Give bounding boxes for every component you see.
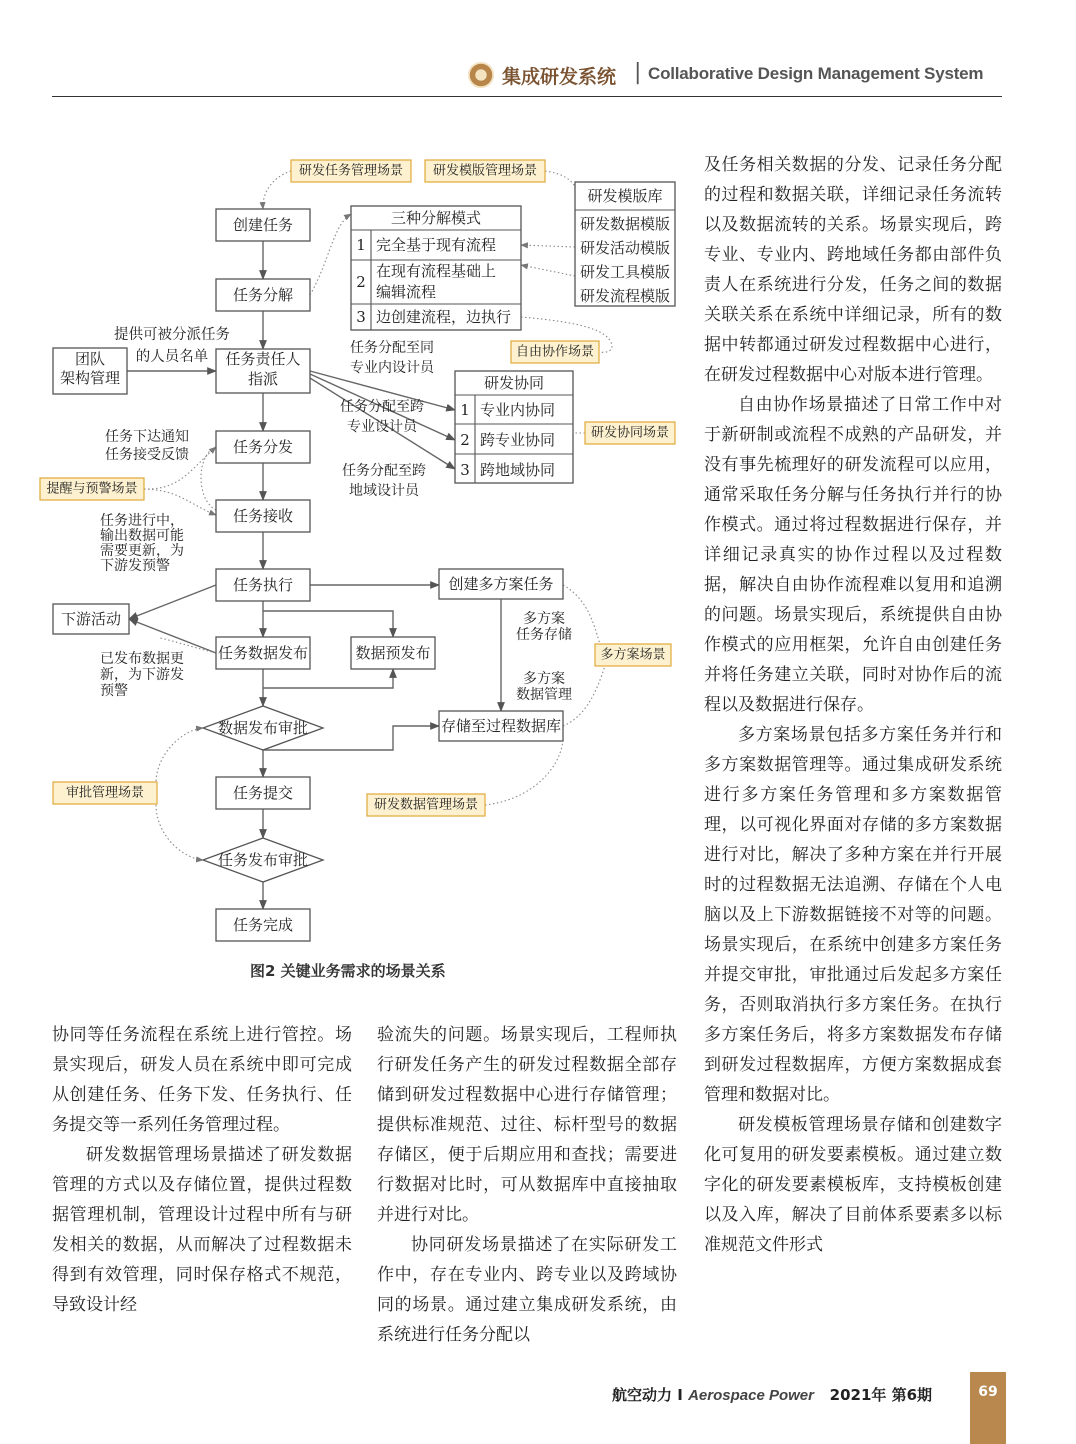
template-library-title: 研发模版库 [587,187,663,205]
journal-name-cn: 航空动力 [612,1386,673,1404]
decompose-row-3-text: 边创建流程，边执行 [376,308,512,326]
scene-alert-warning-label: 提醒与预警场景 [46,481,138,497]
note-running: 任务进行中，输出数据可能需要更新，为下游发预警 [100,513,184,574]
decompose-row-3-num: 3 [356,308,366,326]
flow-data-approval-label: 数据发布审批 [217,719,309,737]
note-notify: 任务下达通知任务接受反馈 [105,429,189,463]
flow-create-task-label: 创建任务 [232,216,294,234]
journal-issue: 2021年 第6期 [829,1386,933,1404]
decompose-row-1-text: 完全基于现有流程 [376,236,497,254]
figure-caption: 图2 关键业务需求的场景关系 [250,962,446,980]
col2-paragraph-2: 协同研发场景描述了在实际研发工作中，存在专业内、跨专业以及跨域协同的场景。通过建立集成研发系统，由系统进行任务分配以 [377,1235,677,1345]
dot-data-mgmt-to-store [485,740,563,805]
arrow-exec-to-downstream [129,585,216,619]
note-assign-cross: 任务分配至跨专业设计员 [340,399,424,435]
col1-paragraph-2: 研发数据管理场景描述了研发数据管理的方式以及存储位置，提供过程数据管理机制，管理设计过程中所有与研发相关的数据，从而解决了过程数据未得到有效管理，同时保存格式不规范，导致设计经 [52,1145,352,1315]
flow-execute-task-label: 任务执行 [232,576,294,594]
footer-journal [612,1384,932,1405]
col3-paragraph-1: 及任务相关数据的分发、记录任务分配的过程和数据关联，详细记录任务流转以及数据流转的关系。场景实现后，跨专业、专业内、跨地域任务都由部件负责人在系统进行分发，任务之间的数据关联关系在系统中详细记录，所有的数据中转都通过研发过程数据中心进行，在研发过程数据中心对版本进行管理。 [704,155,1002,385]
decompose-row-2-num: 2 [356,273,366,291]
col2-paragraph-1: 验流失的问题。场景实现后，工程师执行研发任务产生的研发过程数据全部存储到研发过程数据中心进行存储管理；提供标准规范、过往、标杆型号的数据存储区，便于后期应用和查找；需要进行数据对比时，可从数据库中直接抽取并进行对比。 [377,1025,677,1225]
text-column-1 [52,1020,352,1320]
flow-submit-task-label: 任务提交 [232,784,294,802]
dot-distribute-receive [201,447,216,510]
header-separator: | [634,60,642,85]
scene-template-management-label: 研发模版管理场景 [432,163,538,179]
flow-decompose-task-label: 任务分解 [232,286,294,304]
dot-task-mgmt-to-create [263,171,291,209]
box-team-structure-label: 团队架构管理 [59,350,121,387]
dot-alert-to-receive [144,489,216,515]
scene-task-management-label: 研发任务管理场景 [298,163,404,179]
arrow-exec-to-prerelease [263,611,393,637]
flow-receive-task-label: 任务接收 [232,507,294,525]
flow-publish-data-label: 任务数据发布 [217,644,309,662]
col1-paragraph-1: 协同等任务流程在系统上进行管控。场景实现后，研发人员在系统中即可完成从创建任务、任务下发、任务执行、任务提交等一系列任务管理过程。 [52,1025,352,1135]
note-assign-region: 任务分配至跨地域设计员 [342,463,426,499]
header-title-cn: 集成研发系统 [502,66,617,88]
collab-row-3-num: 3 [460,461,470,479]
template-item-1: 研发数据模版 [579,215,671,233]
collab-row-1-text: 专业内协同 [480,401,556,419]
dot-approval-to-task [156,793,203,860]
text-column-2 [377,1020,677,1350]
template-item-2: 研发活动模版 [579,239,671,257]
flow-task-approval-label: 任务发布审批 [217,851,309,869]
scene-free-collaboration-label: 自由协作场景 [515,344,595,360]
note-assignable: 提供可被分派任务 [114,327,230,343]
box-downstream-label: 下游活动 [60,610,122,628]
collab-title: 研发协同 [483,374,545,392]
dot-template-to-lib [545,171,575,186]
page-number: 69 [970,1372,1006,1444]
note-multi-store: 多方案任务存储 [516,611,572,643]
template-item-4: 研发流程模版 [579,287,671,305]
scene-multi-plan-label: 多方案场景 [600,647,666,663]
decompose-row-2-text: 在现有流程基础上编辑流程 [376,262,497,301]
template-item-3: 研发工具模版 [579,263,671,281]
scene-data-management-label: 研发数据管理场景 [373,797,479,813]
note-namelist: 的人员名单 [135,349,209,365]
box-prerelease-label: 数据预发布 [355,644,431,662]
note-assign-same: 任务分配至同专业内设计员 [350,340,434,376]
flow-distribute-task-label: 任务分发 [232,438,294,456]
decompose-row-1-num: 1 [356,236,366,254]
flow-task-complete-label: 任务完成 [232,916,294,934]
collab-row-3-text: 跨地域协同 [480,461,556,479]
arrow-publish-to-downstream [129,619,216,653]
dot-lib-to-mode2 [521,265,575,276]
collab-row-2-num: 2 [460,431,470,449]
note-published: 已发布数据更新，为下游发预警 [100,651,184,699]
col3-paragraph-2: 自由协作场景描述了日常工作中对于新研制或流程不成熟的产品研发，并没有事先梳理好的研发流程可以应用，通常采取任务分解与任务执行并行的协作模式。通过将过程数据进行保存，并详细记录真实的协作过程以及过程数据，解决自由协作流程难以复用和追溯的问题。场景实现后，系统提供自由协作模式的应用框架，允许自由创建任务并将任务建立关联，同时对协作后的流程以及数据进行保存。 [704,395,1002,715]
note-multi-data: 多方案数据管理 [516,671,572,703]
dot-decompose-to-modes [310,214,351,295]
journal-sep: I [677,1386,683,1404]
scene-collaboration-label: 研发协同场景 [590,425,670,441]
dot-lib-to-mode1 [521,245,575,247]
header-title-en: Collaborative Design Management System [648,64,984,83]
decompose-title: 三种分解模式 [390,209,482,227]
box-create-multi-task-label: 创建多方案任务 [448,575,554,593]
scene-approval-management-label: 审批管理场景 [65,785,145,801]
col3-paragraph-4: 研发模板管理场景存储和创建数字化可复用的研发要素模板。通过建立数字化的研发要素模板库，支持模板创建以及入库，解决了目前体系要素多以标准规范文件形式 [704,1115,1002,1255]
box-store-to-db-label: 存储至过程数据库 [440,717,562,735]
text-column-3 [704,150,1002,1260]
flow-assign-owner-label: 任务责任人指派 [225,350,301,388]
collab-row-2-text: 跨专业协同 [480,431,556,449]
dot-approval-to-data [156,728,203,793]
col3-paragraph-3: 多方案场景包括多方案任务并行和多方案数据管理等。通过集成研发系统进行多方案任务管理和多方案数据管理，以可视化界面对存储的多方案数据进行对比，解决了多种方案在并行开展时的过程数据无法追溯、存储在个人电脑以及上下游数据链接不对等的问题。场景实现后，在系统中创建多方案任务并提交审批，审批通过后发起多方案任务，否则取消执行多方案任务。在执行多方案任务后，将多方案数据发布存储到研发过程数据库，方便方案数据成套管理和数据对比。 [704,725,1002,1105]
arrow-publish-to-prerelease [263,669,393,688]
collab-row-1-num: 1 [460,401,470,419]
journal-name-en: Aerospace Power [688,1387,814,1404]
